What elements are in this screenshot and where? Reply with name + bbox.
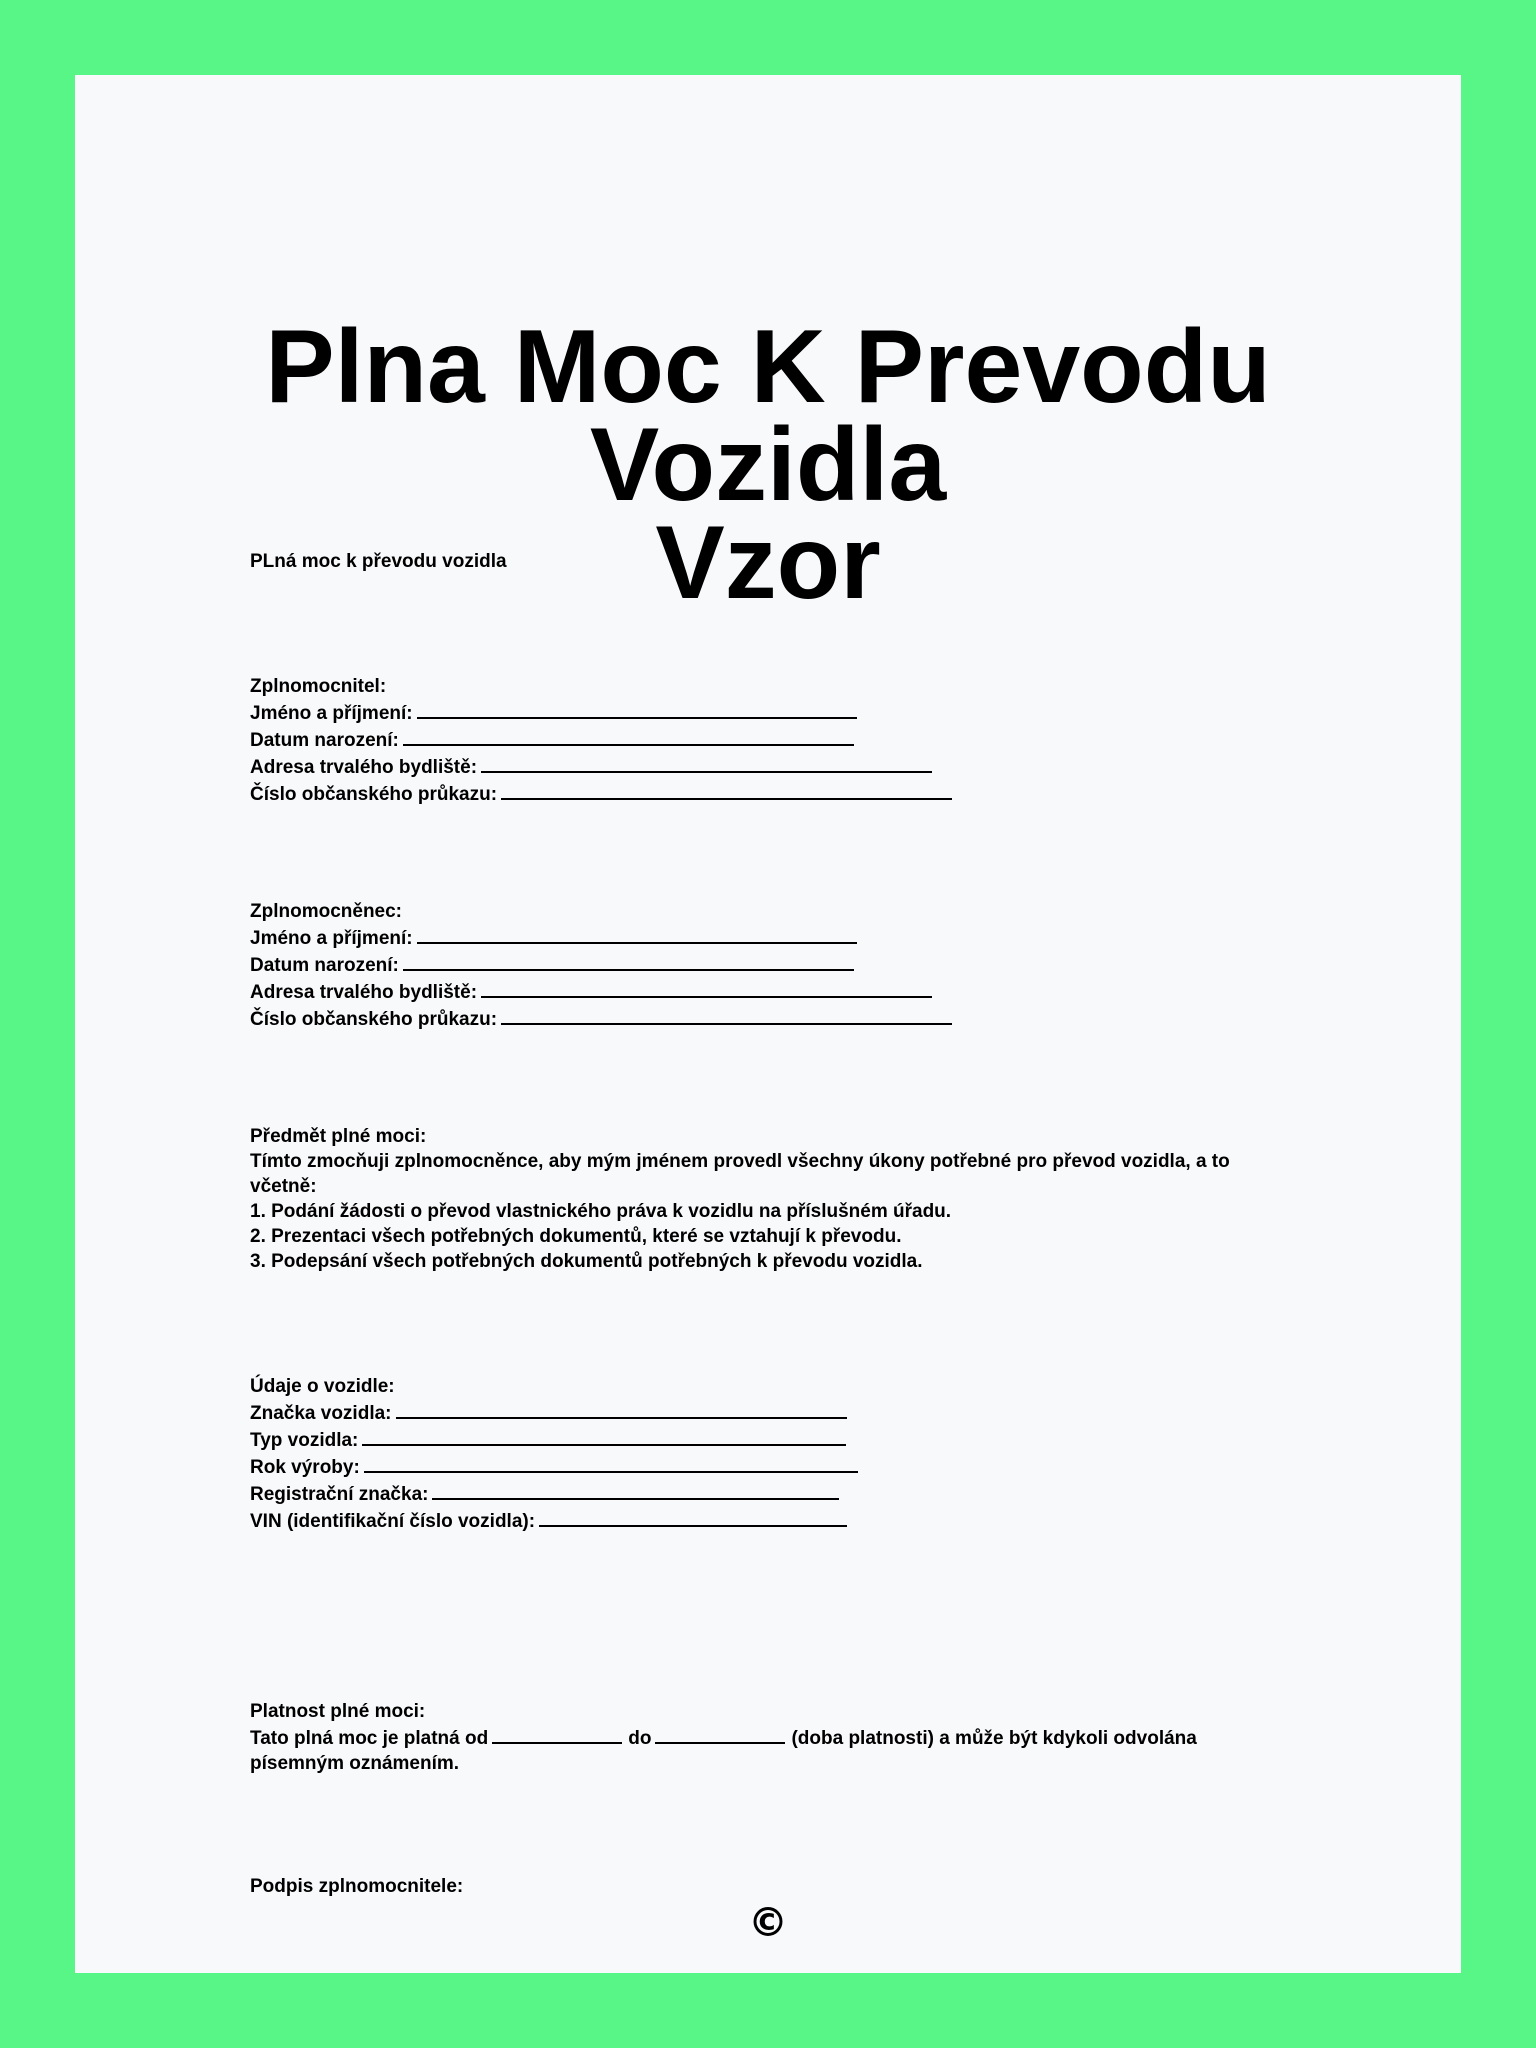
document-page (75, 75, 1461, 1973)
zplnomocnenec-heading: Zplnomocněnec: (250, 901, 403, 922)
zplnomocnenec-id-blank (501, 1005, 952, 1025)
zplnomocnitel-dob-blank (403, 726, 854, 746)
zplnomocnitel-name-row (250, 699, 1350, 726)
vozidlo-plate-blank (432, 1480, 839, 1500)
title-line-2: Vzor (655, 505, 881, 621)
predmet-item-3: 3. Podepsání všech potřebných dokumentů potřebných k převodu vozidla. (250, 1251, 923, 1272)
zplnomocnitel-id-blank (501, 780, 952, 800)
vozidlo-year-row (250, 1453, 1350, 1480)
vozidlo-vin-blank (539, 1507, 847, 1527)
zplnomocnenec-address-label: Adresa trvalého bydliště: (250, 982, 478, 1003)
vozidlo-year-blank (364, 1453, 858, 1473)
vozidlo-brand-blank (396, 1399, 847, 1419)
zplnomocnenec-name-row (250, 924, 1350, 951)
zplnomocnitel-id-row (250, 780, 1350, 807)
vozidlo-brand-label: Značka vozidla: (250, 1403, 392, 1424)
platnost-heading: Platnost plné moci: (250, 1701, 426, 1722)
zplnomocnitel-id-label: Číslo občanského průkazu: (250, 784, 498, 805)
zplnomocnenec-address-blank (481, 978, 932, 998)
predmet-item-1: 1. Podání žádosti o převod vlastnického práva k vozidlu na příslušném úřadu. (250, 1201, 952, 1222)
predmet-section (250, 1124, 1350, 1274)
platnost-to-blank (655, 1724, 785, 1744)
zplnomocnitel-section (250, 674, 1350, 807)
document-subtitle: PLná moc k převodu vozidla (250, 551, 507, 572)
zplnomocnenec-dob-row (250, 951, 1350, 978)
zplnomocnenec-id-row (250, 1005, 1350, 1032)
zplnomocnenec-dob-blank (403, 951, 854, 971)
zplnomocnitel-name-blank (417, 699, 857, 719)
vozidlo-vin-row (250, 1507, 1350, 1534)
zplnomocnenec-name-blank (417, 924, 857, 944)
title-line-1: Plna Moc K Prevodu Vozidla (265, 309, 1271, 523)
copyright-symbol: © (748, 1900, 788, 1946)
vozidlo-brand-row (250, 1399, 1350, 1426)
vozidlo-vin-label: VIN (identifikační číslo vozidla): (250, 1511, 536, 1532)
vozidlo-plate-row (250, 1480, 1350, 1507)
platnost-text-c: (doba platnosti) a může být kdykoli odvolána písemným oznámením. (250, 1728, 1197, 1774)
zplnomocnenec-id-label: Číslo občanského průkazu: (250, 1009, 498, 1030)
vozidlo-heading: Údaje o vozidle: (250, 1376, 395, 1397)
zplnomocnenec-address-row (250, 978, 1350, 1005)
vozidlo-type-row (250, 1426, 1350, 1453)
zplnomocnenec-name-label: Jméno a příjmení: (250, 928, 413, 949)
zplnomocnitel-address-row (250, 753, 1350, 780)
predmet-heading: Předmět plné moci: (250, 1126, 427, 1147)
vozidlo-plate-label: Registrační značka: (250, 1484, 429, 1505)
zplnomocnitel-heading: Zplnomocnitel: (250, 676, 387, 697)
predmet-item-2: 2. Prezentaci všech potřebných dokumentů, které se vztahují k převodu. (250, 1226, 902, 1247)
vozidlo-section (250, 1374, 1350, 1534)
zplnomocnitel-name-label: Jméno a příjmení: (250, 703, 413, 724)
platnost-text (250, 1724, 1280, 1776)
zplnomocnitel-dob-row (250, 726, 1350, 753)
podpis-section (250, 1874, 1350, 1899)
podpis-label: Podpis zplnomocnitele: (250, 1876, 464, 1897)
subtitle-block (250, 549, 1350, 574)
platnost-text-a: Tato plná moc je platná od (250, 1728, 489, 1749)
zplnomocnitel-address-blank (481, 753, 932, 773)
zplnomocnitel-dob-label: Datum narození: (250, 730, 399, 751)
platnost-from-blank (492, 1724, 622, 1744)
predmet-intro: Tímto zmocňuji zplnomocněnce, aby mým jménem provedl všechny úkony potřebné pro převod vozidla, a to včetně: (250, 1151, 1230, 1197)
platnost-section (250, 1699, 1350, 1776)
vozidlo-year-label: Rok výroby: (250, 1457, 360, 1478)
vozidlo-type-label: Typ vozidla: (250, 1430, 359, 1451)
zplnomocnitel-address-label: Adresa trvalého bydliště: (250, 757, 478, 778)
zplnomocnenec-dob-label: Datum narození: (250, 955, 399, 976)
platnost-text-b: do (628, 1728, 652, 1749)
zplnomocnenec-section (250, 899, 1350, 1032)
vozidlo-type-blank (362, 1426, 846, 1446)
